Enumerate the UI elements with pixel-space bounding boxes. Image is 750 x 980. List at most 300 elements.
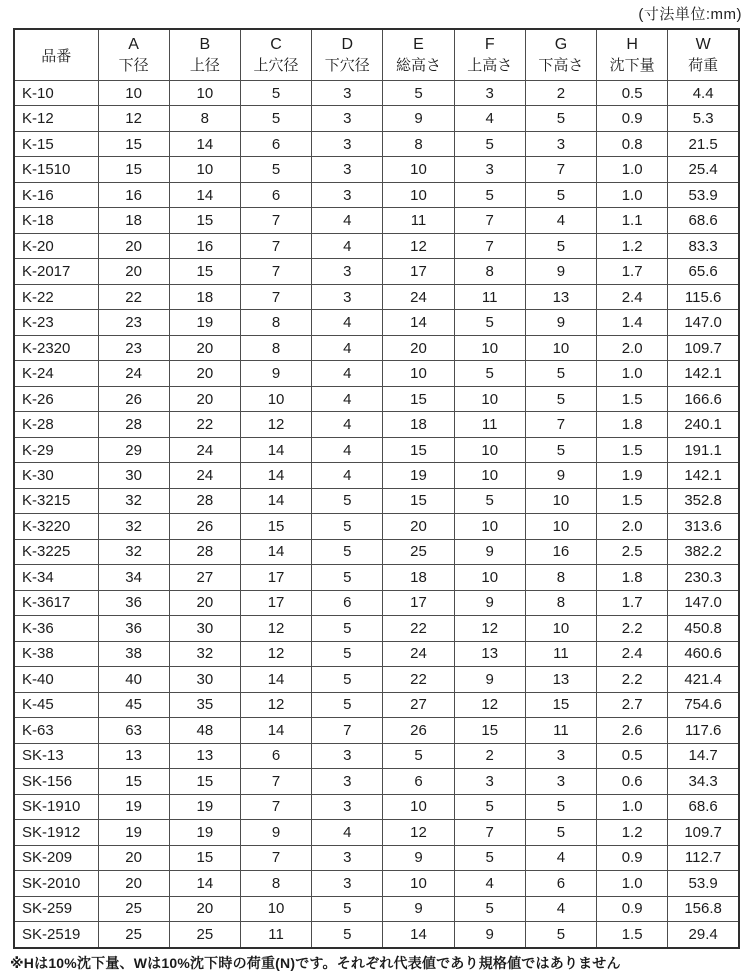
part-number-cell: K-45 <box>14 692 98 717</box>
value-cell: 1.7 <box>597 590 668 615</box>
value-cell: 14 <box>240 437 311 462</box>
value-cell: 8 <box>383 131 454 156</box>
value-cell: 28 <box>169 488 240 513</box>
value-cell: 7 <box>454 233 525 258</box>
table-row <box>14 820 739 845</box>
value-cell: 3 <box>525 131 596 156</box>
part-number-cell: K-15 <box>14 131 98 156</box>
table-row <box>14 616 739 641</box>
value-cell: 147.0 <box>668 590 739 615</box>
value-cell: 18 <box>98 208 169 233</box>
table-row <box>14 590 739 615</box>
part-number-cell: K-3220 <box>14 514 98 539</box>
value-cell: 13 <box>98 743 169 768</box>
value-cell: 11 <box>525 641 596 666</box>
value-cell: 5 <box>525 233 596 258</box>
value-cell: 5 <box>240 157 311 182</box>
table-row <box>14 743 739 768</box>
value-cell: 5 <box>240 106 311 131</box>
value-cell: 4 <box>312 208 383 233</box>
value-cell: 460.6 <box>668 641 739 666</box>
value-cell: 1.9 <box>597 463 668 488</box>
value-cell: 18 <box>383 412 454 437</box>
value-cell: 3 <box>312 743 383 768</box>
value-cell: 68.6 <box>668 794 739 819</box>
table-row <box>14 539 739 564</box>
value-cell: 26 <box>98 386 169 411</box>
value-cell: 1.0 <box>597 157 668 182</box>
table-row <box>14 208 739 233</box>
value-cell: 15 <box>169 259 240 284</box>
table-row <box>14 921 739 948</box>
value-cell: 5 <box>525 106 596 131</box>
value-cell: 1.0 <box>597 182 668 207</box>
value-cell: 19 <box>169 310 240 335</box>
value-cell: 10 <box>525 335 596 360</box>
column-header: A 下径 <box>98 29 169 81</box>
table-row <box>14 769 739 794</box>
value-cell: 5 <box>312 514 383 539</box>
value-cell: 12 <box>454 692 525 717</box>
value-cell: 4 <box>525 208 596 233</box>
table-row <box>14 284 739 309</box>
value-cell: 10 <box>383 182 454 207</box>
part-number-cell: K-30 <box>14 463 98 488</box>
value-cell: 7 <box>525 412 596 437</box>
value-cell: 5 <box>312 488 383 513</box>
value-cell: 3 <box>454 157 525 182</box>
value-cell: 7 <box>240 233 311 258</box>
value-cell: 14 <box>169 871 240 896</box>
value-cell: 25.4 <box>668 157 739 182</box>
value-cell: 30 <box>98 463 169 488</box>
value-cell: 156.8 <box>668 896 739 921</box>
value-cell: 26 <box>169 514 240 539</box>
table-row <box>14 514 739 539</box>
column-header: G 下高さ <box>525 29 596 81</box>
value-cell: 14 <box>383 921 454 948</box>
value-cell: 10 <box>98 81 169 106</box>
part-number-cell: K-3215 <box>14 488 98 513</box>
part-number-cell: K-34 <box>14 565 98 590</box>
value-cell: 0.9 <box>597 845 668 870</box>
value-cell: 9 <box>383 845 454 870</box>
value-cell: 21.5 <box>668 131 739 156</box>
value-cell: 25 <box>98 896 169 921</box>
table-row <box>14 896 739 921</box>
value-cell: 14.7 <box>668 743 739 768</box>
value-cell: 2.6 <box>597 718 668 743</box>
value-cell: 0.5 <box>597 81 668 106</box>
value-cell: 5 <box>525 921 596 948</box>
value-cell: 9 <box>454 667 525 692</box>
value-cell: 3 <box>312 769 383 794</box>
value-cell: 24 <box>383 284 454 309</box>
value-cell: 53.9 <box>668 182 739 207</box>
value-cell: 9 <box>525 310 596 335</box>
value-cell: 20 <box>383 514 454 539</box>
part-number-cell: K-24 <box>14 361 98 386</box>
value-cell: 3 <box>312 157 383 182</box>
value-cell: 7 <box>312 718 383 743</box>
value-cell: 40 <box>98 667 169 692</box>
value-cell: 0.6 <box>597 769 668 794</box>
value-cell: 4 <box>312 463 383 488</box>
table-row <box>14 845 739 870</box>
value-cell: 10 <box>454 437 525 462</box>
value-cell: 14 <box>240 463 311 488</box>
value-cell: 5 <box>454 182 525 207</box>
value-cell: 10 <box>169 81 240 106</box>
value-cell: 4 <box>454 871 525 896</box>
value-cell: 5 <box>454 310 525 335</box>
value-cell: 5 <box>240 81 311 106</box>
footnote: ※Hは10%沈下量、Wは10%沈下時の荷重(N)です。それぞれ代表値であり規格値ではありません <box>10 955 621 971</box>
value-cell: 14 <box>240 667 311 692</box>
value-cell: 25 <box>98 921 169 948</box>
value-cell: 191.1 <box>668 437 739 462</box>
value-cell: 1.8 <box>597 565 668 590</box>
value-cell: 5 <box>525 386 596 411</box>
value-cell: 11 <box>454 284 525 309</box>
value-cell: 352.8 <box>668 488 739 513</box>
part-number-cell: K-3225 <box>14 539 98 564</box>
part-number-cell: K-28 <box>14 412 98 437</box>
value-cell: 32 <box>169 641 240 666</box>
value-cell: 8 <box>240 310 311 335</box>
value-cell: 5 <box>312 641 383 666</box>
value-cell: 3 <box>312 871 383 896</box>
part-number-cell: SK-156 <box>14 769 98 794</box>
column-header: 品番 <box>14 29 98 81</box>
table-row <box>14 233 739 258</box>
table-row <box>14 871 739 896</box>
value-cell: 22 <box>98 284 169 309</box>
value-cell: 5 <box>383 743 454 768</box>
value-cell: 7 <box>240 845 311 870</box>
value-cell: 421.4 <box>668 667 739 692</box>
value-cell: 14 <box>383 310 454 335</box>
value-cell: 12 <box>383 233 454 258</box>
value-cell: 2.2 <box>597 616 668 641</box>
value-cell: 109.7 <box>668 335 739 360</box>
value-cell: 34.3 <box>668 769 739 794</box>
value-cell: 3 <box>454 769 525 794</box>
value-cell: 5 <box>525 361 596 386</box>
table-row <box>14 437 739 462</box>
value-cell: 9 <box>240 361 311 386</box>
value-cell: 65.6 <box>668 259 739 284</box>
value-cell: 5 <box>312 565 383 590</box>
value-cell: 3 <box>525 769 596 794</box>
value-cell: 13 <box>525 284 596 309</box>
value-cell: 1.2 <box>597 820 668 845</box>
value-cell: 4 <box>454 106 525 131</box>
part-number-cell: K-40 <box>14 667 98 692</box>
table-row <box>14 692 739 717</box>
value-cell: 11 <box>240 921 311 948</box>
value-cell: 38 <box>98 641 169 666</box>
table-row <box>14 81 739 106</box>
value-cell: 240.1 <box>668 412 739 437</box>
value-cell: 20 <box>169 896 240 921</box>
value-cell: 5 <box>454 896 525 921</box>
value-cell: 0.5 <box>597 743 668 768</box>
value-cell: 7 <box>240 284 311 309</box>
part-number-cell: SK-13 <box>14 743 98 768</box>
unit-note: (寸法単位:mm) <box>638 6 742 23</box>
value-cell: 10 <box>454 514 525 539</box>
part-number-cell: K-2320 <box>14 335 98 360</box>
value-cell: 28 <box>169 539 240 564</box>
table-row <box>14 361 739 386</box>
value-cell: 5 <box>525 182 596 207</box>
value-cell: 3 <box>312 284 383 309</box>
value-cell: 4 <box>312 820 383 845</box>
value-cell: 5 <box>454 845 525 870</box>
value-cell: 13 <box>169 743 240 768</box>
value-cell: 6 <box>383 769 454 794</box>
value-cell: 20 <box>169 386 240 411</box>
value-cell: 5 <box>525 820 596 845</box>
value-cell: 1.7 <box>597 259 668 284</box>
part-number-cell: K-36 <box>14 616 98 641</box>
part-number-cell: K-22 <box>14 284 98 309</box>
part-number-cell: SK-1910 <box>14 794 98 819</box>
value-cell: 32 <box>98 514 169 539</box>
value-cell: 1.4 <box>597 310 668 335</box>
column-header: F 上高さ <box>454 29 525 81</box>
value-cell: 2.4 <box>597 284 668 309</box>
value-cell: 142.1 <box>668 361 739 386</box>
value-cell: 4 <box>312 310 383 335</box>
value-cell: 6 <box>525 871 596 896</box>
value-cell: 16 <box>169 233 240 258</box>
part-number-cell: K-1510 <box>14 157 98 182</box>
value-cell: 1.5 <box>597 437 668 462</box>
value-cell: 17 <box>240 590 311 615</box>
value-cell: 9 <box>383 896 454 921</box>
value-cell: 15 <box>169 208 240 233</box>
value-cell: 5 <box>312 616 383 641</box>
value-cell: 12 <box>240 412 311 437</box>
value-cell: 9 <box>454 539 525 564</box>
value-cell: 14 <box>240 718 311 743</box>
value-cell: 53.9 <box>668 871 739 896</box>
value-cell: 7 <box>240 259 311 284</box>
value-cell: 3 <box>312 845 383 870</box>
value-cell: 2.4 <box>597 641 668 666</box>
value-cell: 14 <box>240 539 311 564</box>
value-cell: 117.6 <box>668 718 739 743</box>
value-cell: 13 <box>454 641 525 666</box>
value-cell: 18 <box>169 284 240 309</box>
value-cell: 0.8 <box>597 131 668 156</box>
value-cell: 22 <box>169 412 240 437</box>
value-cell: 10 <box>240 896 311 921</box>
value-cell: 10 <box>383 361 454 386</box>
column-header: B 上径 <box>169 29 240 81</box>
header-row <box>14 29 739 81</box>
value-cell: 5 <box>312 692 383 717</box>
spec-table <box>13 28 740 949</box>
value-cell: 15 <box>383 437 454 462</box>
value-cell: 5 <box>312 896 383 921</box>
value-cell: 3 <box>454 81 525 106</box>
value-cell: 4 <box>312 437 383 462</box>
value-cell: 5 <box>525 437 596 462</box>
value-cell: 9 <box>454 921 525 948</box>
value-cell: 29 <box>98 437 169 462</box>
value-cell: 6 <box>240 743 311 768</box>
value-cell: 29.4 <box>668 921 739 948</box>
value-cell: 63 <box>98 718 169 743</box>
table-row <box>14 310 739 335</box>
part-number-cell: K-29 <box>14 437 98 462</box>
value-cell: 10 <box>383 871 454 896</box>
value-cell: 8 <box>240 335 311 360</box>
value-cell: 15 <box>169 845 240 870</box>
table-row <box>14 182 739 207</box>
column-header: C 上穴径 <box>240 29 311 81</box>
table-row <box>14 335 739 360</box>
value-cell: 230.3 <box>668 565 739 590</box>
value-cell: 23 <box>98 335 169 360</box>
value-cell: 3 <box>312 131 383 156</box>
value-cell: 4.4 <box>668 81 739 106</box>
value-cell: 6 <box>312 590 383 615</box>
value-cell: 14 <box>169 182 240 207</box>
value-cell: 15 <box>525 692 596 717</box>
value-cell: 6 <box>240 182 311 207</box>
value-cell: 25 <box>383 539 454 564</box>
value-cell: 3 <box>312 794 383 819</box>
value-cell: 6 <box>240 131 311 156</box>
value-cell: 23 <box>98 310 169 335</box>
value-cell: 30 <box>169 667 240 692</box>
value-cell: 5.3 <box>668 106 739 131</box>
value-cell: 10 <box>169 157 240 182</box>
value-cell: 25 <box>169 921 240 948</box>
value-cell: 10 <box>525 616 596 641</box>
value-cell: 14 <box>169 131 240 156</box>
value-cell: 1.0 <box>597 871 668 896</box>
value-cell: 24 <box>169 463 240 488</box>
value-cell: 20 <box>169 361 240 386</box>
value-cell: 5 <box>312 539 383 564</box>
value-cell: 15 <box>98 157 169 182</box>
value-cell: 27 <box>383 692 454 717</box>
value-cell: 1.5 <box>597 488 668 513</box>
value-cell: 112.7 <box>668 845 739 870</box>
value-cell: 83.3 <box>668 233 739 258</box>
part-number-cell: K-63 <box>14 718 98 743</box>
value-cell: 4 <box>525 896 596 921</box>
value-cell: 4 <box>312 386 383 411</box>
value-cell: 36 <box>98 616 169 641</box>
value-cell: 20 <box>383 335 454 360</box>
value-cell: 115.6 <box>668 284 739 309</box>
value-cell: 5 <box>454 488 525 513</box>
value-cell: 19 <box>98 794 169 819</box>
value-cell: 36 <box>98 590 169 615</box>
value-cell: 382.2 <box>668 539 739 564</box>
value-cell: 19 <box>98 820 169 845</box>
value-cell: 1.2 <box>597 233 668 258</box>
value-cell: 30 <box>169 616 240 641</box>
value-cell: 10 <box>383 157 454 182</box>
value-cell: 5 <box>312 921 383 948</box>
value-cell: 12 <box>98 106 169 131</box>
value-cell: 10 <box>383 794 454 819</box>
value-cell: 17 <box>383 259 454 284</box>
value-cell: 13 <box>525 667 596 692</box>
value-cell: 5 <box>312 667 383 692</box>
value-cell: 15 <box>383 386 454 411</box>
table-row <box>14 565 739 590</box>
value-cell: 5 <box>525 794 596 819</box>
table-row <box>14 412 739 437</box>
value-cell: 8 <box>240 871 311 896</box>
value-cell: 17 <box>240 565 311 590</box>
part-number-cell: K-23 <box>14 310 98 335</box>
value-cell: 20 <box>98 259 169 284</box>
table-row <box>14 718 739 743</box>
value-cell: 18 <box>383 565 454 590</box>
value-cell: 22 <box>383 667 454 692</box>
value-cell: 9 <box>240 820 311 845</box>
value-cell: 48 <box>169 718 240 743</box>
value-cell: 15 <box>240 514 311 539</box>
table-row <box>14 386 739 411</box>
column-header: E 総高さ <box>383 29 454 81</box>
value-cell: 3 <box>312 182 383 207</box>
value-cell: 32 <box>98 539 169 564</box>
part-number-cell: K-3617 <box>14 590 98 615</box>
value-cell: 8 <box>169 106 240 131</box>
value-cell: 4 <box>312 233 383 258</box>
value-cell: 8 <box>525 590 596 615</box>
part-number-cell: SK-209 <box>14 845 98 870</box>
value-cell: 10 <box>454 335 525 360</box>
value-cell: 7 <box>454 208 525 233</box>
value-cell: 15 <box>98 769 169 794</box>
value-cell: 20 <box>169 590 240 615</box>
part-number-cell: K-10 <box>14 81 98 106</box>
value-cell: 8 <box>454 259 525 284</box>
value-cell: 754.6 <box>668 692 739 717</box>
value-cell: 4 <box>312 361 383 386</box>
table-row <box>14 794 739 819</box>
table-row <box>14 463 739 488</box>
value-cell: 15 <box>454 718 525 743</box>
value-cell: 17 <box>383 590 454 615</box>
value-cell: 32 <box>98 488 169 513</box>
value-cell: 12 <box>240 641 311 666</box>
value-cell: 9 <box>525 259 596 284</box>
value-cell: 12 <box>240 692 311 717</box>
table-body <box>14 81 739 949</box>
value-cell: 7 <box>240 794 311 819</box>
part-number-cell: SK-259 <box>14 896 98 921</box>
value-cell: 2 <box>454 743 525 768</box>
value-cell: 7 <box>525 157 596 182</box>
value-cell: 450.8 <box>668 616 739 641</box>
value-cell: 2.2 <box>597 667 668 692</box>
value-cell: 34 <box>98 565 169 590</box>
table-row <box>14 667 739 692</box>
value-cell: 7 <box>240 769 311 794</box>
